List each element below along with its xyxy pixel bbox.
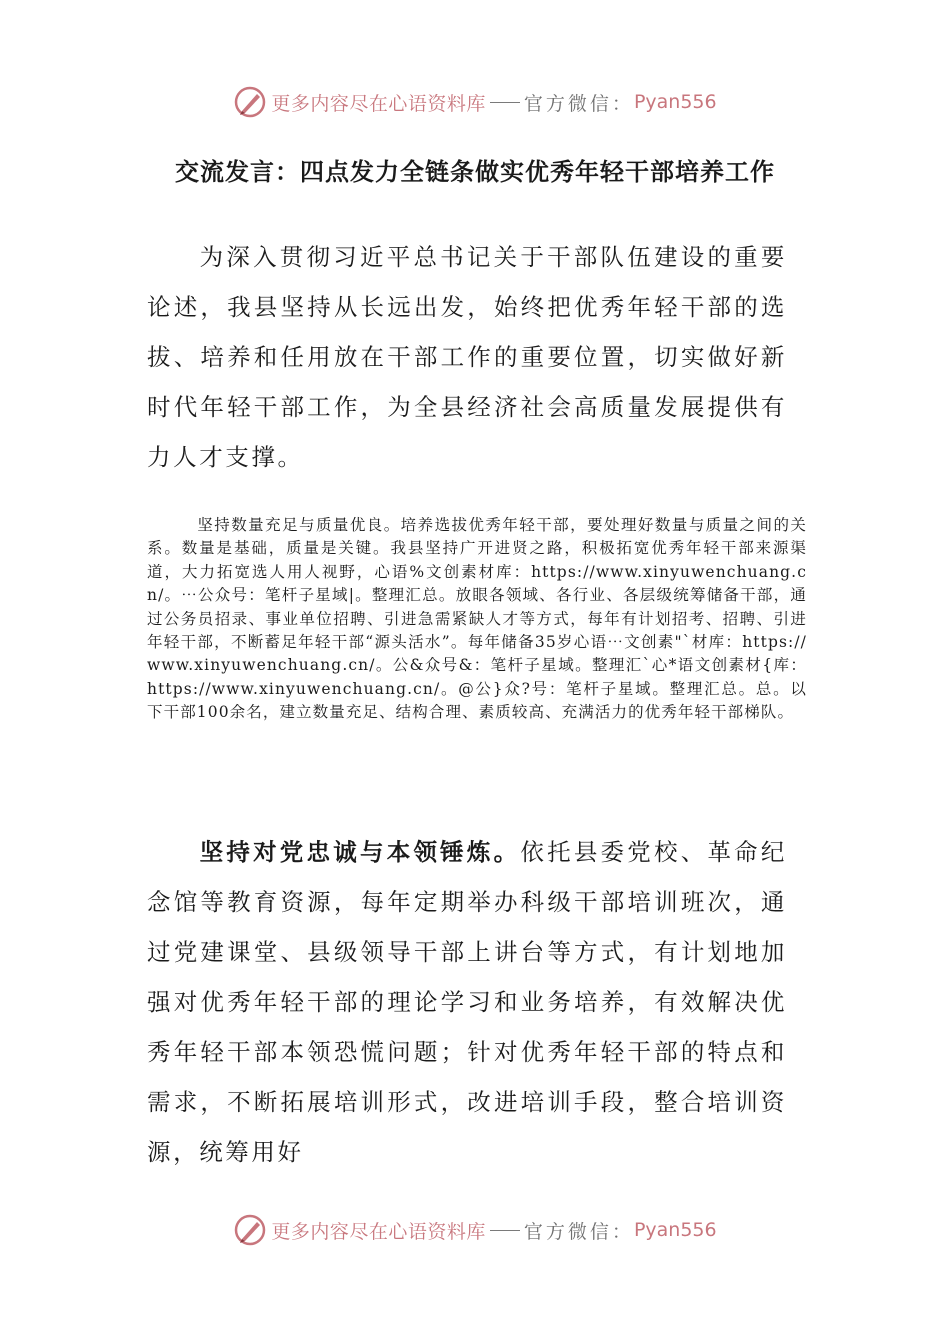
banner-sub-text: 官方微信： [523,92,634,115]
header-banner [0,82,950,122]
paragraph-intro [147,232,787,482]
paragraph-quantity-quality-text: 坚持数量充足与质量优良。培养选拔优秀年轻干部，要处理好数量与质量之间的关系。数量是基础，质量是关键。我县坚持广开进贤之路，积极拓宽优秀年轻干部来源渠道，大力拓宽选人用人视野，心语%文创素材库：https://www.xinyuwenchuang.cn/。⋯公众号：笔杆子星域|。整理汇总。放眼各领域、各行业、各层级统筹储备干部，通过公务员招录、事业单位招聘、引进急需紧缺人才等方式，每年有计划招考、招聘、引进年轻干部，不断蓄足年轻干部“源头活水”。每年储备35岁心语⋯文创素"`材库：https://www.xinyuwenchuang.cn/。公&众号&：笔杆子星域。整理汇`心*语文创素材{库：https://www.xinyuwenchuang.cn/。@公}众?号：笔杆子星域。整理汇总。总。以下干部100余名，建立数量充足、结构合理、素质较高、充满活力的优秀年轻干部梯队。 [147,516,807,722]
banner-dash [490,102,520,103]
banner-wechat-id: Pyan556 [633,91,717,113]
footer-banner [0,1210,950,1250]
banner-dash [490,1230,520,1231]
paragraph-intro-text: 为深入贯彻习近平总书记关于干部队伍建设的重要论述，我县坚持从长远出发，始终把优秀年轻干部的选拔、培养和任用放在干部工作的重要位置，切实做好新时代年轻干部工作，为全县经济社会高质量发展提供有力人才支撑。 [147,243,787,471]
banner-sub-text: 官方微信： [523,1220,634,1243]
paragraph-loyalty-training [147,827,787,1177]
pen-logo-icon [233,1213,267,1247]
paragraph-quantity-quality [147,514,807,725]
banner-wechat-id: Pyan556 [633,1219,717,1241]
paragraph-lead-heading: 坚持对党忠诚与本领锤炼。 [199,838,521,866]
pen-logo-icon [233,85,267,119]
document-title: 交流发言：四点发力全链条做实优秀年轻干部培养工作 [175,157,775,186]
paragraph-loyalty-training-text: 依托县委党校、革命纪念馆等教育资源，每年定期举办科级干部培训班次，通过党建课堂、县级领导干部上讲台等方式，有计划地加强对优秀年轻干部的理论学习和业务培养，有效解决优秀年轻干部本领恐慌问题；针对优秀年轻干部的特点和需求，不断拓展培训形式，改进培训手段，整合培训资源，统筹用好 [147,838,788,1166]
banner-main-text: 更多内容尽在心语资料库 [271,92,486,115]
banner-main-text: 更多内容尽在心语资料库 [271,1220,486,1243]
